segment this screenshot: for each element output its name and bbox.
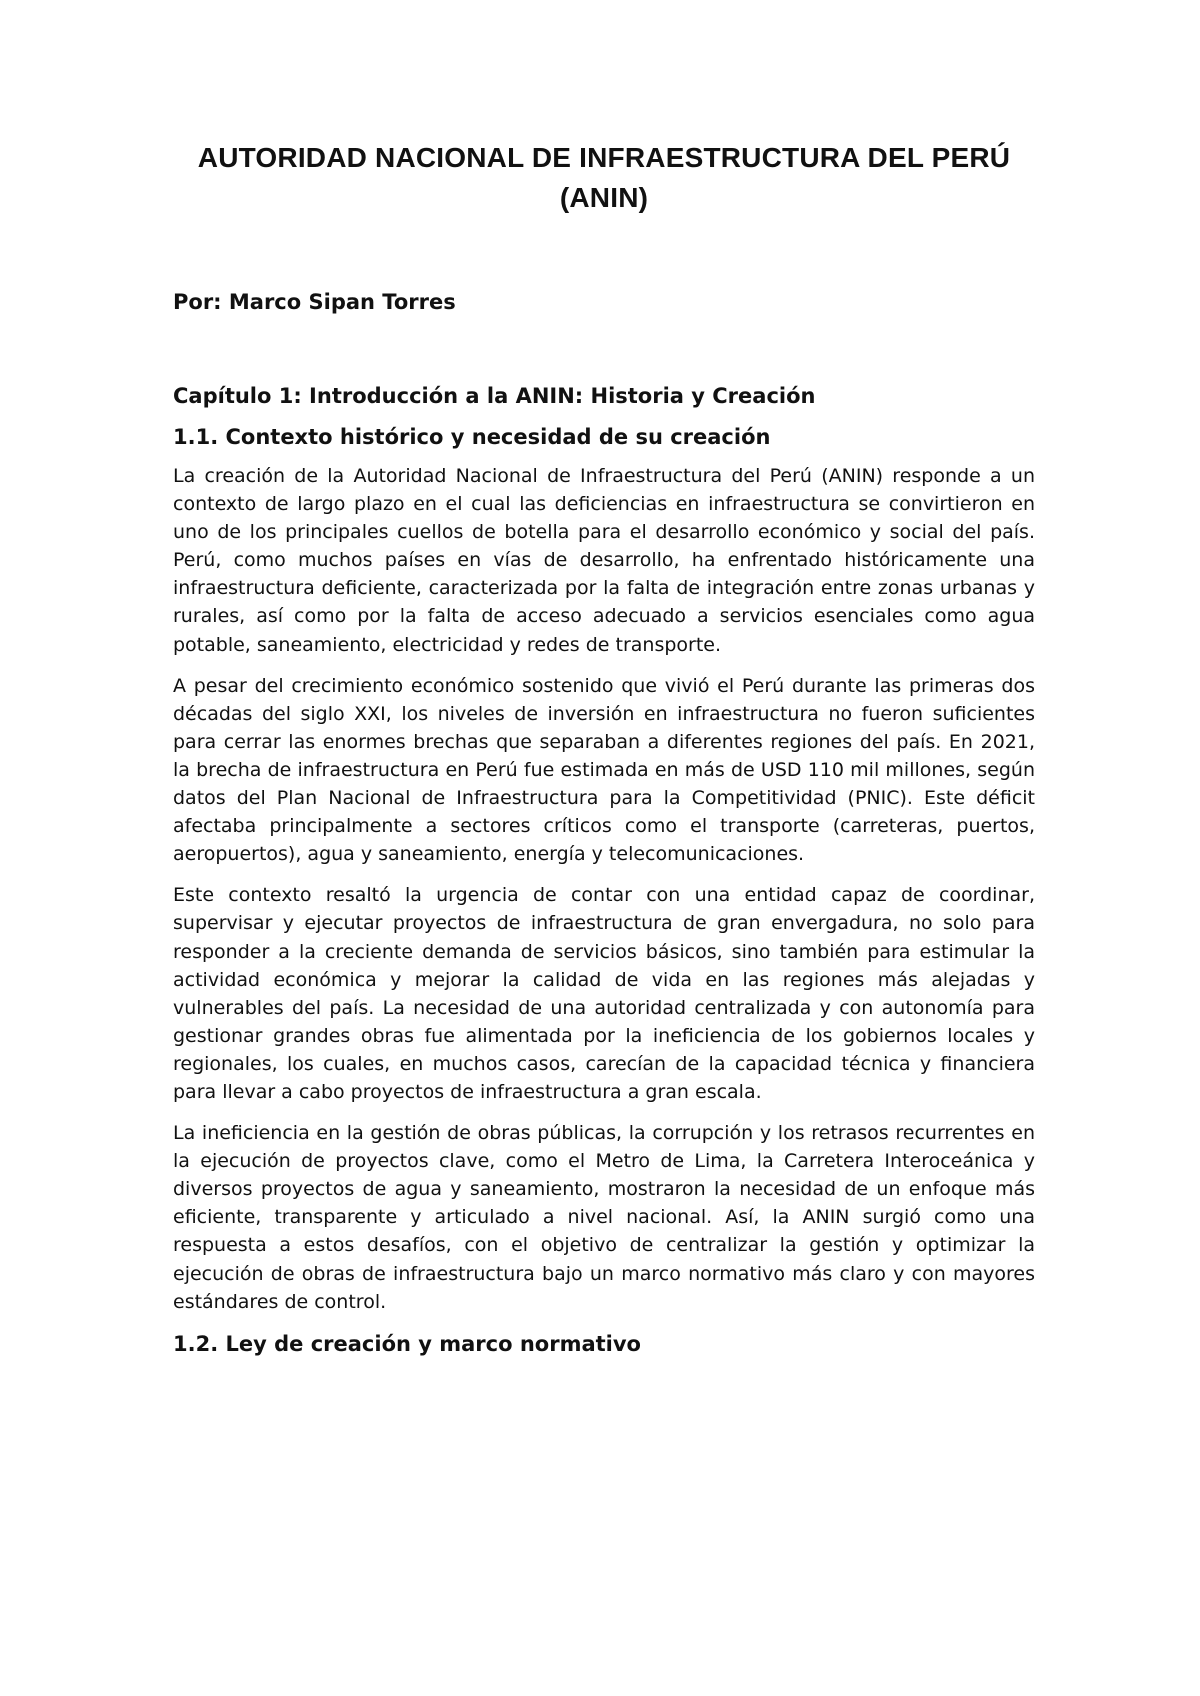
paragraph: Este contexto resaltó la urgencia de contar con una entidad capaz de coordinar, supervisar y ejecutar proyectos de infraestructura de gran envergadura, no solo para responder a la creciente demanda de servicios básicos, sino también para estimular la actividad económica y mejorar la calidad de vida en las regiones más alejadas y vulnerables del país. La necesidad de una autoridad centralizada y con autonomía para gestionar grandes obras fue alimentada por la ineficiencia de los gobiernos locales y regionales, los cuales, en muchos casos, carecían de la capacidad técnica y financiera para llevar a cabo proyectos de infraestructura a gran escala. — [173, 884, 1035, 1103]
chapter-title: Capítulo 1: Introducción a la ANIN: Historia y Creación — [173, 384, 816, 408]
paragraph: La creación de la Autoridad Nacional de Infraestructura del Perú (ANIN) responde a un contexto de largo plazo en el cual las deficiencias en infraestructura se convirtieron en uno de los principales cuellos de botella para el desarrollo económico y social del país. Perú, como muchos países en vías de desarrollo, ha enfrentado históricamente una infraestructura deficiente, caracterizada por la falta de integración entre zonas urbanas y rurales, así como por la falta de acceso adecuado a servicios esenciales como agua potable, saneamiento, electricidad y redes de transporte. — [173, 465, 1035, 656]
section-title-1-2: 1.2. Ley de creación y marco normativo — [173, 1331, 641, 1356]
document-title: AUTORIDAD NACIONAL DE INFRAESTRUCTURA DEL PERÚ (ANIN) — [197, 142, 1011, 213]
paragraph: La ineficiencia en la gestión de obras públicas, la corrupción y los retrasos recurrentes en la ejecución de proyectos clave, como el Metro de Lima, la Carretera Interoceánica y diversos proyectos de agua y saneamiento, mostraron la necesidad de un enfoque más eficiente, transparente y articulado a nivel nacional. Así, la ANIN surgió como una respuesta a estos desafíos, con el objetivo de centralizar la gestión y optimizar la ejecución de obras de infraestructura bajo un marco normativo más claro y con mayores estándares de control. — [173, 1122, 1035, 1313]
section-title-1-1: 1.1. Contexto histórico y necesidad de su creación — [173, 425, 771, 449]
author-line: Por: Marco Sipan Torres — [173, 290, 456, 314]
paragraph: A pesar del crecimiento económico sostenido que vivió el Perú durante las primeras dos décadas del siglo XXI, los niveles de inversión en infraestructura no fueron suficientes para cerrar las enormes brechas que separaban a diferentes regiones del país. En 2021, la brecha de infraestructura en Perú fue estimada en más de USD 110 mil millones, según datos del Plan Nacional de Infraestructura para la Competitividad (PNIC). Este déficit afectaba principalmente a sectores críticos como el transporte (carreteras, puertos, aeropuertos), agua y saneamiento, energía y telecomunicaciones. — [173, 674, 1035, 866]
document-content — [173, 138, 1035, 1358]
